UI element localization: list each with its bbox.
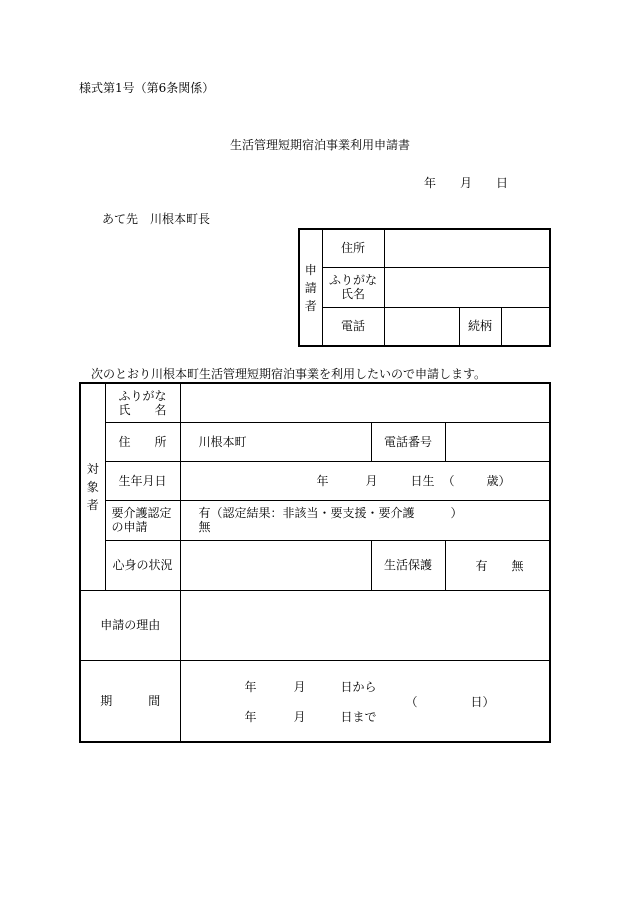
subject-condition-field[interactable] xyxy=(180,540,371,590)
welfare-field[interactable] xyxy=(445,540,550,590)
subject-birth-field[interactable]: 年 月 日生 （ 歳） xyxy=(180,461,550,500)
subject-name-label: ふりがな 氏 名 xyxy=(105,383,180,422)
applicant-phone-label: 電話 xyxy=(322,307,384,346)
care-yes-option[interactable]: 有（認定結果：非該当・要支援・要介護 ） xyxy=(198,506,463,520)
applicant-relation-label: 続柄 xyxy=(459,307,501,346)
subject-side-label: 対 象 者 xyxy=(80,383,105,590)
subject-address-value[interactable]: 川根本町 xyxy=(180,422,371,461)
subject-birth-label: 生年月日 xyxy=(105,461,180,500)
welfare-yes-option[interactable]: 有 xyxy=(475,558,488,573)
applicant-name-field[interactable] xyxy=(384,267,550,307)
reason-field[interactable] xyxy=(180,590,550,660)
applicant-phone-field[interactable] xyxy=(384,307,459,346)
applicant-table xyxy=(298,228,551,347)
reason-label: 申請の理由 xyxy=(80,590,180,660)
subject-name-field[interactable] xyxy=(180,383,550,422)
addressee: あて先 川根本町長 xyxy=(102,212,211,226)
period-field[interactable]: 年 月 日から 年 月 日まで （ 日） xyxy=(180,660,550,742)
form-title: 生活管理短期宿泊事業利用申請書 xyxy=(230,138,411,152)
welfare-no-option[interactable]: 無 xyxy=(511,558,524,573)
subject-care-label: 要介護認定 の申請 xyxy=(105,500,180,540)
subject-phone-field[interactable] xyxy=(445,422,550,461)
subject-care-field[interactable] xyxy=(180,500,550,540)
welfare-label: 生活保護 xyxy=(371,540,445,590)
applicant-side-label: 申 請 者 xyxy=(299,229,322,346)
main-table xyxy=(79,382,551,743)
period-label: 期 間 xyxy=(80,660,180,742)
intro-text: 次のとおり川根本町生活管理短期宿泊事業を利用したいので申請します。 xyxy=(91,367,487,381)
applicant-name-label: ふりがな 氏名 xyxy=(322,267,384,307)
applicant-address-label: 住所 xyxy=(322,229,384,267)
applicant-address-field[interactable] xyxy=(384,229,550,267)
subject-address-label: 住 所 xyxy=(105,422,180,461)
date-year: 年 xyxy=(424,176,437,190)
form-number: 様式第1号（第6条関係） xyxy=(79,81,215,95)
subject-phone-label: 電話番号 xyxy=(371,422,445,461)
care-no-option[interactable]: 無 xyxy=(198,520,211,534)
date-month: 月 xyxy=(460,176,473,190)
applicant-relation-field[interactable] xyxy=(501,307,550,346)
subject-condition-label: 心身の状況 xyxy=(105,540,180,590)
date-day: 日 xyxy=(496,176,509,190)
